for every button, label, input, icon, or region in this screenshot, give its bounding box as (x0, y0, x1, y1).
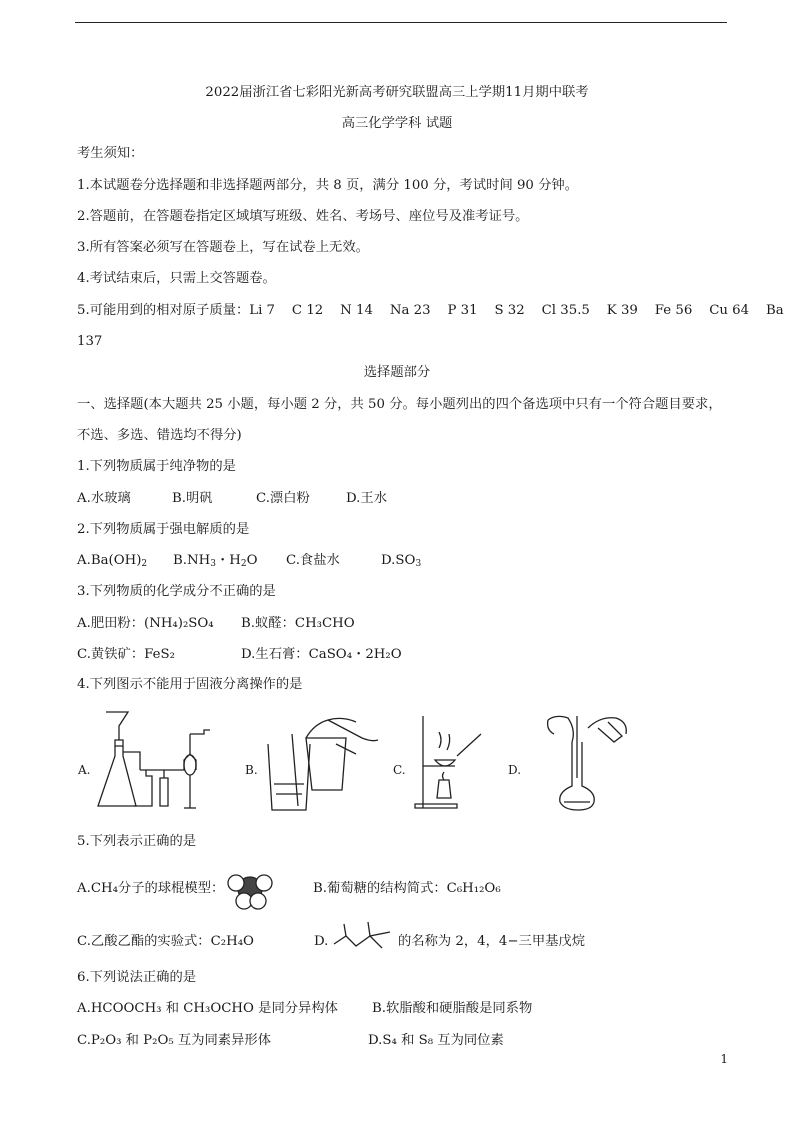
q2-option-d: $D.SO_3$ (381, 553, 422, 569)
q3-option-b: B.蚁醛：CH₃CHO (241, 616, 355, 631)
q6-option-c: C.P₂O₃ 和 P₂O₅ 互为同素异形体 (77, 1033, 271, 1048)
q5-option-d-text: 的名称为 2，4，4−三甲基戊烷 (398, 934, 586, 949)
section-title: 选择题部分 (363, 365, 431, 380)
q3-option-c: C.黄铁矿：FeS₂ (77, 647, 175, 662)
q4-label-a: A. (78, 763, 91, 777)
notice-item-4: 4.考试结束后，只需上交答题卷。 (77, 271, 276, 286)
section-intro-2: 不选、多选、错选均不得分) (77, 428, 242, 443)
q5-option-c: C.乙酸乙酯的实验式：C₂H₄O (77, 934, 254, 949)
volumetric-flask-image (528, 708, 634, 814)
header-rule (75, 22, 727, 23)
q1-option-c: C.漂白粉 (256, 491, 310, 506)
notice-item-1: 1.本试题卷分选择题和非选择题两部分，共 8 页，满分 100 分，考试时间 90 分钟。 (77, 178, 579, 193)
q3-stem: 3.下列物质的化学成分不正确的是 (77, 584, 276, 599)
page-number: 1 (720, 1052, 728, 1066)
notice-heading: 考生须知： (77, 146, 144, 161)
q5-option-d-prefix: D. (314, 934, 329, 949)
q5-stem: 5.下列表示正确的是 (77, 834, 197, 849)
q4-stem: 4.下列图示不能用于固液分离操作的是 (77, 677, 303, 692)
q6-option-a: A.HCOOCH₃ 和 CH₃OCHO 是同分异构体 (77, 1001, 338, 1016)
q5-option-b: B.葡萄糖的结构简式：C₆H₁₂O₆ (313, 881, 501, 896)
q2-stem: 2.下列物质属于强电解质的是 (77, 522, 250, 537)
q2-option-b: $B.NH_3$・$H_2O$ (173, 553, 258, 569)
evaporation-apparatus-image (409, 712, 499, 814)
exam-subtitle: 高三化学学科 试题 (341, 116, 453, 131)
beaker-pouring-image (262, 714, 382, 814)
notice-item-3: 3.所有答案必须写在答题卷上，写在试卷上无效。 (77, 240, 369, 255)
q1-option-d: D.王水 (346, 491, 388, 506)
q3-option-d: D.生石膏：CaSO₄・2H₂O (241, 647, 402, 662)
q1-option-b: B.明矾 (172, 491, 213, 506)
exam-title: 2022届浙江省七彩阳光新高考研究联盟高三上学期11月期中联考 (205, 85, 589, 100)
notice-item-2: 2.答题前，在答题卷指定区域填写班级、姓名、考场号、座位号及准考证号。 (77, 209, 529, 224)
q2-option-c: C.食盐水 (286, 553, 340, 568)
section-intro-1: 一、选择题(本大题共 25 小题，每小题 2 分，共 50 分。每小题列出的四个备选项中只有一个符合题目要求， (77, 397, 722, 412)
q2-option-a: $A.Ba(OH)_2$ (77, 553, 148, 569)
skeletal-formula-image (332, 918, 398, 954)
q6-option-d: D.S₄ 和 S₈ 互为同位素 (368, 1033, 504, 1048)
q6-stem: 6.下列说法正确的是 (77, 970, 197, 985)
q5-option-a: A.CH₄分子的球棍模型： (77, 881, 225, 896)
q1-option-a: A.水玻璃 (77, 491, 131, 506)
q4-label-d: D. (508, 763, 522, 777)
q4-label-b: B. (245, 763, 258, 777)
q3-option-a: A.肥田粉：(NH₄)₂SO₄ (77, 616, 214, 631)
q6-option-b: B.软脂酸和硬脂酸是同系物 (372, 1001, 533, 1016)
q4-label-c: C. (393, 763, 406, 777)
notice-item-5-cont: 137 (77, 334, 103, 349)
suction-filtration-apparatus-image (94, 710, 224, 814)
notice-item-5: 5.可能用到的相对原子质量：Li 7 C 12 N 14 Na 23 P 31 S 32 Cl 35.5 K 39 Fe 56 Cu 64 Ba (77, 303, 784, 318)
space-filling-model-image (226, 867, 274, 911)
q1-stem: 1.下列物质属于纯净物的是 (77, 459, 236, 474)
